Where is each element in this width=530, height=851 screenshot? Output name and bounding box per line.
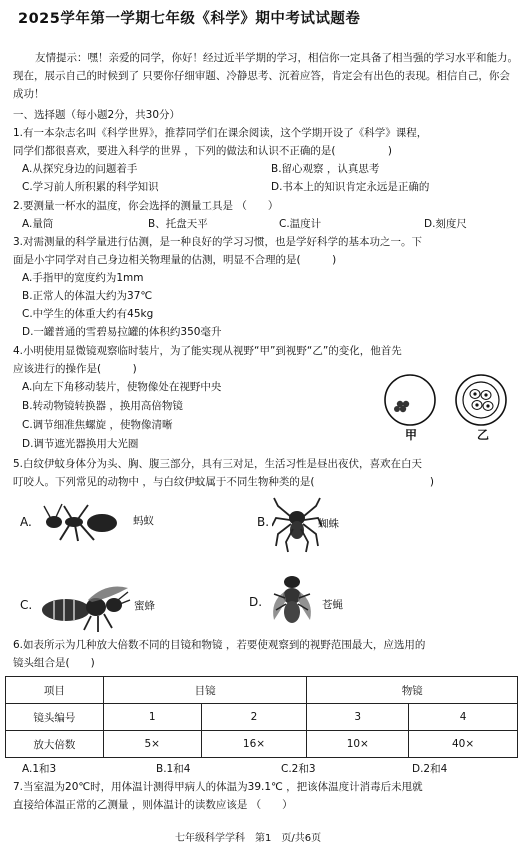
q6-option-b: B.1和4: [156, 763, 191, 775]
table-cell: 5×: [103, 731, 201, 758]
q6-option-c: C.2和3: [281, 763, 316, 775]
q3-option-b: B.正常人的体温大约为37℃: [22, 290, 153, 302]
q4-stem-line1: 4.小明使用显微镜观察临时装片，为了能实现从视野“甲”到视野“乙”的变化，他首先: [13, 345, 402, 357]
q5-stem-line1: 5.白纹伊蚊身体分为头、胸、腹三部分，具有三对足，生活习性是昼出夜伏，喜欢在白天: [13, 458, 423, 470]
q5-option-a-name: 蚂蚁: [133, 515, 154, 527]
q5-option-a-letter: A.: [20, 515, 32, 529]
table-cell: 1: [103, 704, 201, 731]
table-row-label: 放大倍数: [6, 731, 104, 758]
q6-stem-line1: 6.如表所示为几种放大倍数不同的目镜和物镜 ，若要使观察到的视野范围最大，应选用的: [13, 639, 426, 651]
field-jia: [385, 375, 435, 425]
q6-option-a: A.1和3: [22, 763, 57, 775]
q3-option-c: C.中学生的体重大约有45kg: [22, 308, 154, 320]
q5-option-d-letter: D.: [249, 595, 263, 609]
q2-option-b: B、托盘天平: [148, 218, 208, 230]
q5-option-b-letter: B.: [257, 515, 270, 529]
table-cell: 10×: [307, 731, 409, 758]
spider-illustration: [272, 496, 322, 554]
q6-option-d: D.2和4: [412, 763, 448, 775]
q1-option-c: C.学习前人所积累的科学知识: [22, 181, 159, 193]
page-footer: 七年级科学学科 第1 页/共6页: [175, 833, 322, 844]
q3-stem-line1: 3.对需测量的科学量进行估测，是一种良好的学习习惯，也是学好科学的基本功之一。下: [13, 236, 423, 248]
table-header-objective: 物镜: [307, 677, 518, 704]
q5-option-d-name: 苍蝇: [322, 599, 343, 611]
fly-illustration: [268, 572, 318, 628]
table-row: [6, 704, 518, 731]
q1-option-d: D.书本上的知识肯定永远是正确的: [271, 181, 430, 193]
q2-option-c: C.温度计: [279, 218, 322, 230]
q5-option-b-name: 蜘蛛: [318, 518, 339, 530]
table-row-label: 镜头编号: [6, 704, 104, 731]
q2-stem: 2.要测量一杯水的温度，你会选择的测量工具是 （ ）: [13, 200, 279, 212]
section-heading: 一、选择题（每小题2分，共30分）: [13, 109, 181, 121]
table-header-row: [6, 677, 518, 704]
q1-stem-line1: 1.有一本杂志名叫《科学世界》，推荐同学们在课余阅读，这个学期开设了《科学》课程，: [13, 127, 428, 139]
table-cell: 2: [201, 704, 307, 731]
q7-stem-line1: 7.当室温为20℃时，用体温计测得甲病人的体温为39.1℃ ，把该体温度计消毒后未甩就: [13, 781, 423, 793]
table-header-item: 项目: [6, 677, 104, 704]
label-jia: 甲: [405, 428, 418, 442]
q4-option-c: C.调节细准焦螺旋 ，使物像清晰: [22, 419, 173, 431]
q3-option-a: A.手指甲的宽度约为1mm: [22, 272, 144, 284]
q2-option-a: A.量筒: [22, 218, 54, 230]
q1-option-a: A.从探究身边的问题着手: [22, 163, 138, 175]
q5-option-c-name: 蜜蜂: [134, 600, 155, 612]
q2-option-d: D.刻度尺: [424, 218, 467, 230]
q4-stem-line2: 应该进行的操作是( ): [13, 363, 137, 375]
q3-stem-line2: 面是小宇同学对自己身边相关物理量的估测，明显不合理的是( ): [13, 254, 337, 266]
bee-illustration: [36, 578, 132, 634]
q1-stem-line2: 同学们都很喜欢，要进入科学的世界 ，下列的做法和认识不正确的是( ): [13, 145, 393, 157]
table-row: [6, 731, 518, 758]
label-yi: 乙: [477, 428, 490, 442]
q1-option-b: B.留心观察 ，认真思考: [271, 163, 380, 175]
table-cell: 4: [409, 704, 518, 731]
table-header-eyepiece: 目镜: [103, 677, 307, 704]
q4-option-a: A.向左下角移动装片，使物像处在视野中央: [22, 381, 222, 393]
lens-table: [5, 676, 518, 758]
q4-option-b: B.转动物镜转换器 ，换用高倍物镜: [22, 400, 183, 412]
q3-option-d: D.一罐普通的雪碧易拉罐的体积约350毫升: [22, 326, 222, 338]
q5-stem-line2: 叮咬人。下列常见的动物中 ，与白纹伊蚊属于不同生物种类的是( ): [13, 476, 435, 488]
q5-option-c-letter: C.: [20, 598, 33, 612]
table-cell: 40×: [409, 731, 518, 758]
friendly-tip: 友情提示：嘿！亲爱的同学，你好！经过近半学期的学习，相信你一定具备了相当强的学习水平和能力。现在，展示自己的时候到了 只要你仔细审题、冷静思考、沉着应答，肯定会有出色的表现。相信自己，你会成功！: [13, 52, 518, 100]
table-cell: 16×: [201, 731, 307, 758]
table-cell: 3: [307, 704, 409, 731]
field-yi: [456, 375, 506, 425]
ant-illustration: [42, 500, 127, 545]
q7-stem-line2: 直接给体温正常的乙测量 ，则体温计的读数应该是 （ ）: [13, 799, 293, 811]
q4-option-d: D.调节遮光器换用大光圈: [22, 438, 139, 450]
microscope-fields-figure: [380, 360, 510, 450]
q6-stem-line2: 镜头组合是( ): [13, 657, 95, 669]
page-title: 2025学年第一学期七年级《科学》期中考试试题卷: [18, 11, 361, 27]
